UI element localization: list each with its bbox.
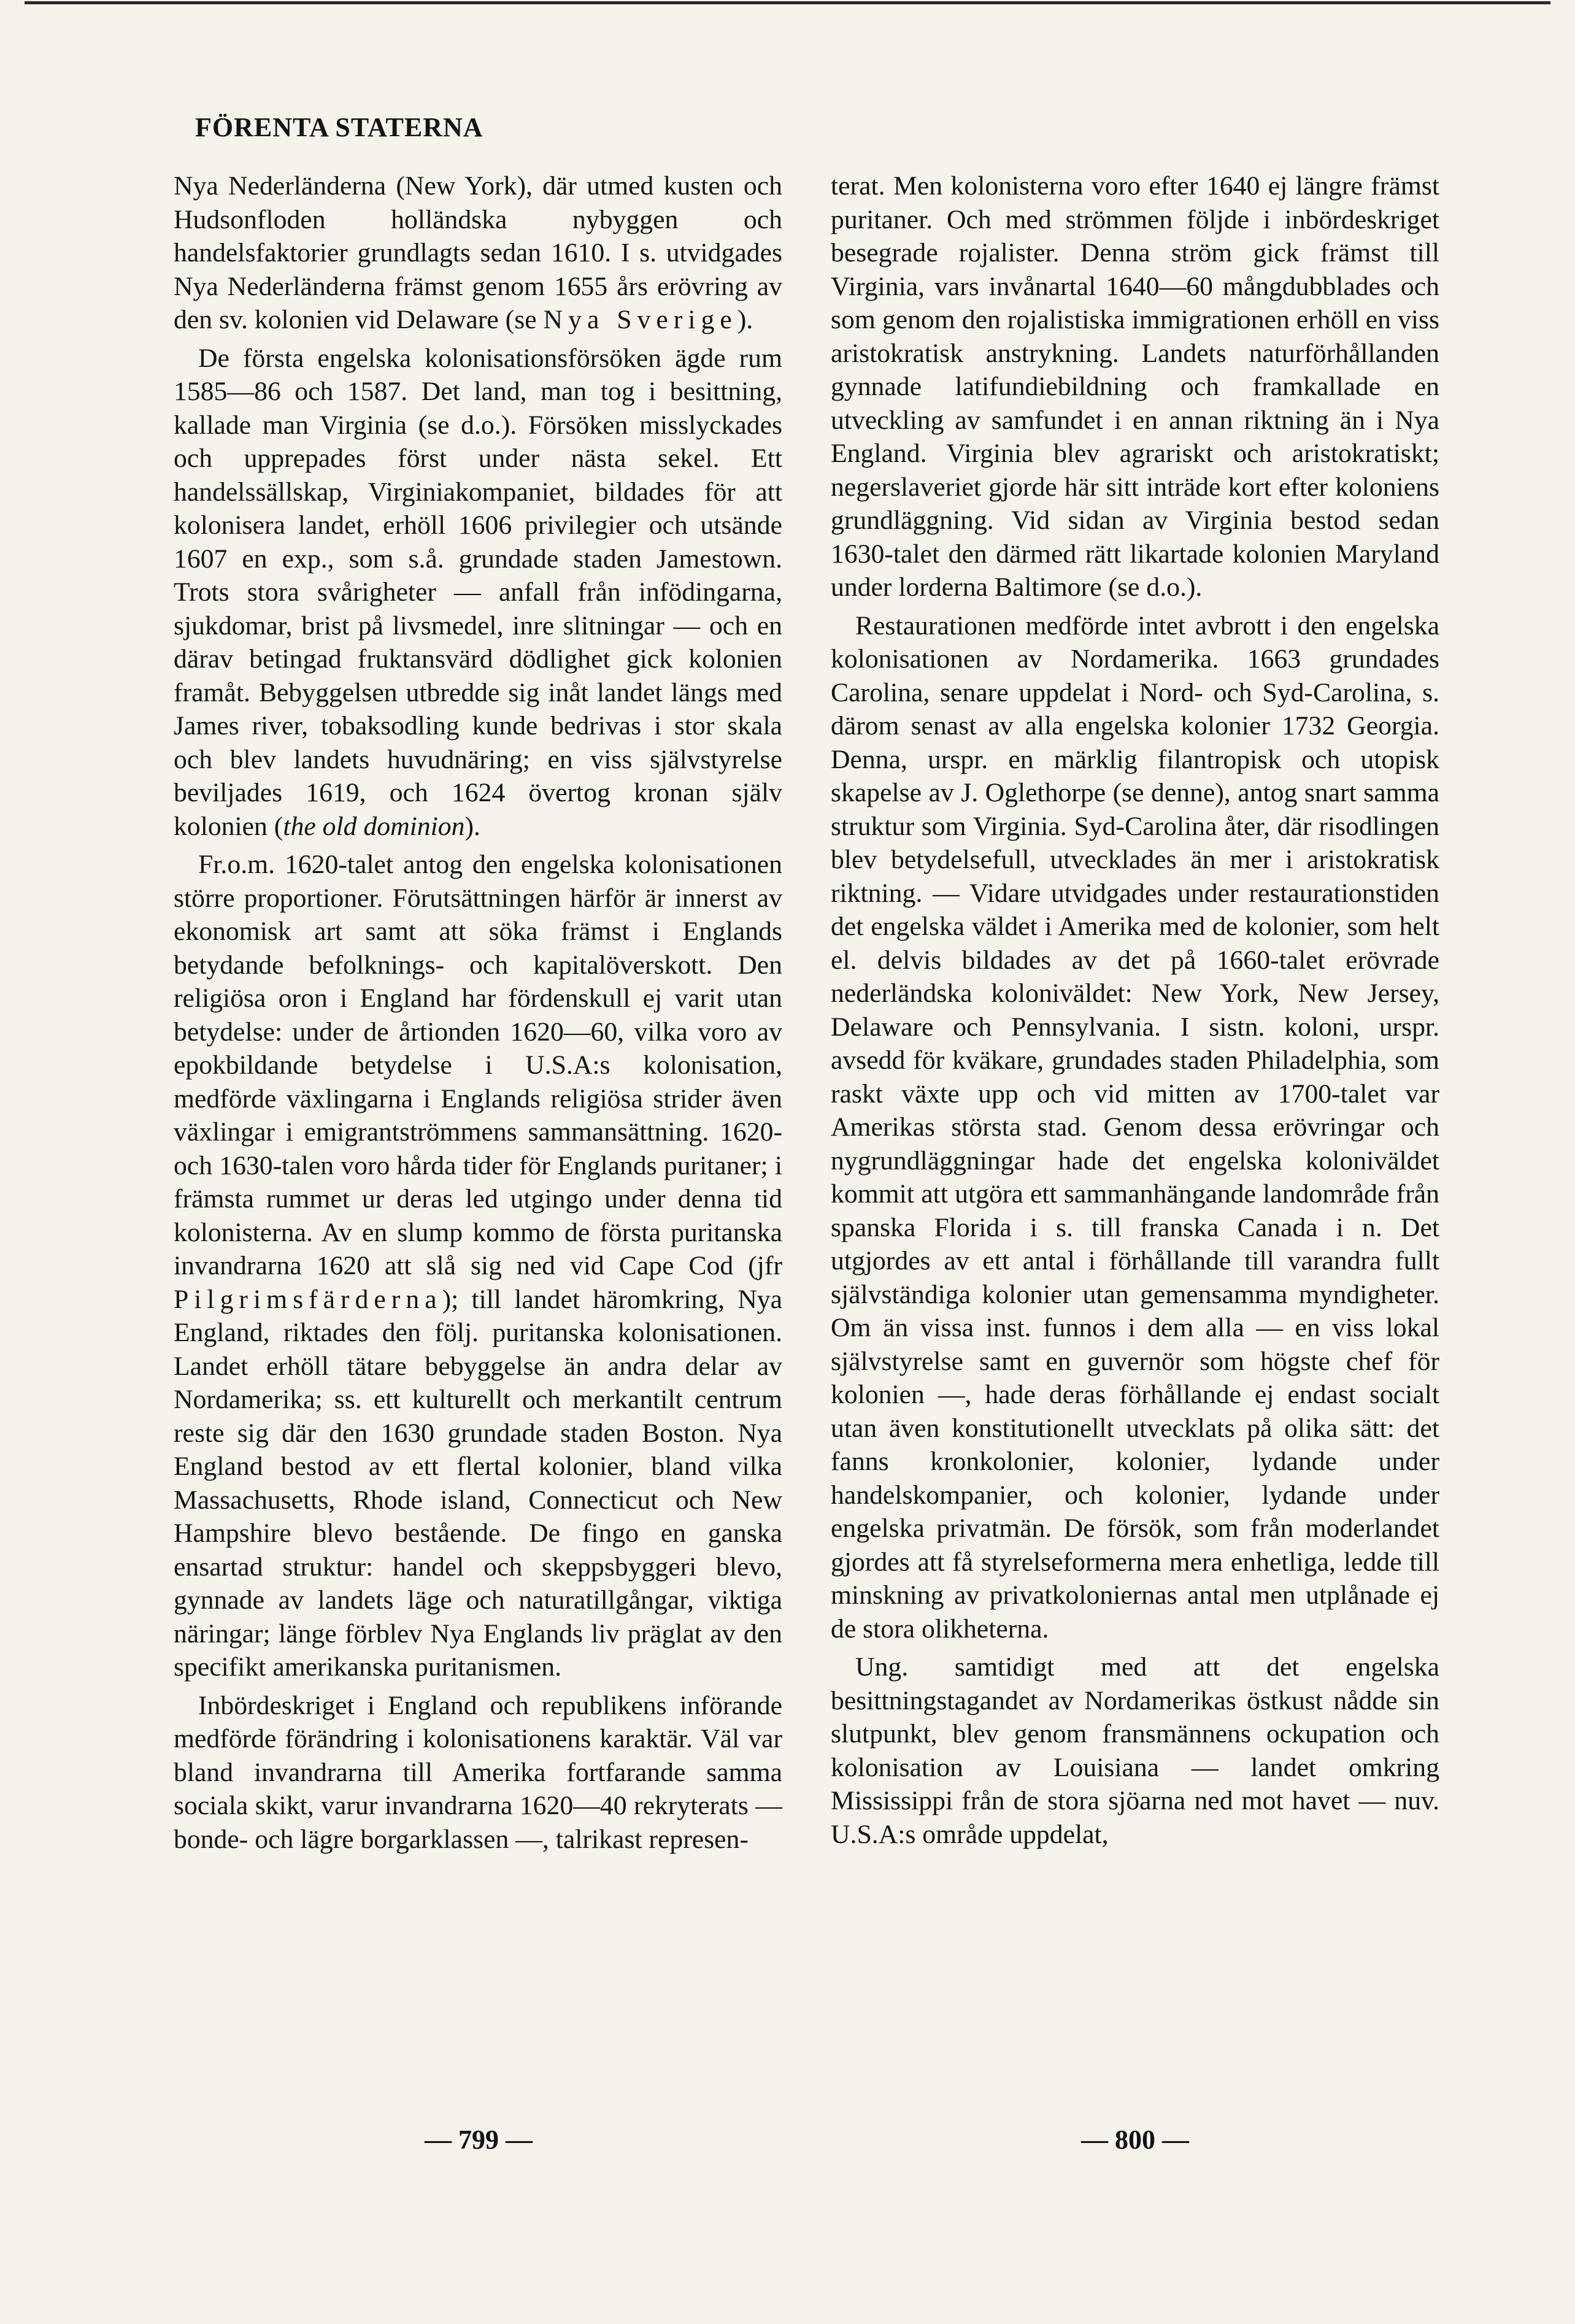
page-number-right: — 800 — [1081, 2125, 1189, 2155]
left-paragraph-2 [174, 342, 782, 844]
page-number-left: — 799 — [425, 2125, 533, 2155]
left-p3-end: ); till landet häromkring, Nya England, riktades den följ. puritanska kolonisationen. Landet erhöll tätare bebyggelse än andra delar av Nordamerika; ss. ett kulturellt och merkantilt centrum reste sig där den 1630 grundade staden Boston. Nya England bestod av ett flertal kolonier, bland vilka Massachusetts, Rhode island, Connecticut och New Hampshire blevo bestående. De fingo en ganska ensartad struktur: handel och skeppsbyggeri blevo, gynnade av landets läge och naturatillgångar, viktiga näringar; länge förblev Nya Englands liv präglat av den specifikt amerikanska puritanismen. [174, 1284, 782, 1682]
left-p2-end: ). [464, 811, 480, 841]
left-p3-crossref: Pilgrimsfärderna [174, 1284, 442, 1314]
right-column [831, 169, 1439, 2080]
right-paragraph-3: Ung. samtidigt med att det engelska besittningstagandet av Nordamerikas östkust nådde sin slutpunkt, blev genom fransmännens ockupation och kolonisation av Louisiana — landet omkring Mississippi från de stora sjöarna ned mot havet — nuv. U.S.A:s område uppdelat, [831, 1652, 1439, 1849]
right-paragraph-1: terat. Men kolonisterna voro efter 1640 ej längre främst puritaner. Och med strömmen följde i inbördeskriget besegrade rojalister. Denna ström gick främst till Virginia, vars invånartal 1640—60 mångdubblades och som genom den rojalistiska immigrationen erhöll en viss aristokratisk anstrykning. Landets naturförhållanden gynnade latifundiebildning och framkallade en utveckling av samfundet i en annan riktning än i Nya England. Virginia blev agrariskt och aristokratiskt; negerslaveriet gjorde här sitt inträde kort efter koloniens grundläggning. Vid sidan av Virginia bestod sedan 1630-talet den därmed rätt likartade kolonien Maryland under lorderna Baltimore (se d.o.). [831, 171, 1439, 602]
left-column [174, 169, 782, 2080]
left-p1-end: ). [737, 305, 753, 334]
left-p2-text: De första engelska kolonisationsförsöken ägde rum 1585—86 och 1587. Det land, man tog i besittning, kallade man Virginia (se d.o.). Försöken misslyckades och upprepades först under nästa sekel. Ett handelssällskap, Virginiakompaniet, bildades för att kolonisera landet, erhöll 1606 privilegier och utsände 1607 en exp., som s.å. grundade staden Jamestown. Trots stora svårigheter — anfall från infödingarna, sjukdomar, brist på livsmedel, inre slitningar — och en därav betingad fruktansvärd dödlighet gick kolonien framåt. Bebyggelsen utbredde sig inåt landet längs med James river, tobaksodling kunde bedrivas i stor skala och blev landets huvudnäring; en viss självstyrelse beviljades 1619, och 1624 övertog kronan själv kolonien ( [174, 343, 782, 841]
left-p2-italic: the old dominion [283, 811, 465, 841]
left-paragraph-1 [174, 169, 782, 337]
left-p1-text: Nya Nederländerna (New York), där utmed kusten och Hudsonfloden holländska nybyggen och handelsfaktorier grundlagts sedan 1610. I s. utvidgades Nya Nederländerna främst genom 1655 års erövring av den sv. kolonien vid Delaware (se [174, 171, 782, 334]
left-paragraph-3 [174, 848, 782, 1684]
left-paragraph-4: Inbördeskriget i England och republikens införande medförde förändring i kolonisationens karaktär. Väl var bland invandrarna till Amerika fortfarande samma sociala skikt, varur invandrarna 1620—40 rekryterats — bonde- och lägre borgarklassen —, talrikast represen- [174, 1690, 782, 1854]
running-title: FÖRENTA STATERNA [195, 112, 483, 142]
left-p3-text: Fr.o.m. 1620-talet antog den engelska kolonisationen större proportioner. Förutsättningen härför är innerst av ekonomisk art samt att söka främst i Englands betydande befolknings- och kapitalöverskott. Den religiösa oron i England har fördenskull ej varit utan betydelse: under de årtionden 1620—60, vilka voro av epokbildande betydelse i U.S.A:s kolonisation, medförde växlingarna i Englands religiösa strider även växlingar i emigrantströmmens sammansättning. 1620- och 1630-talen voro hårda tider för Englands puritaner; i främsta rummet ur deras led utgingo under denna tid kolonisterna. Av en slump kommo de första puritanska invandrarna 1620 att slå sig ned vid Cape Cod (jfr [174, 850, 782, 1280]
top-rule [25, 1, 1550, 4]
left-p1-crossref: Nya Sverige [543, 305, 737, 334]
right-paragraph-2: Restaurationen medförde intet avbrott i den engelska kolonisationen av Nordamerika. 1663 grundades Carolina, senare uppdelat i Nord- och Syd-Carolina, s. därom senast av alla engelska kolonier 1732 Georgia. Denna, urspr. en märklig filantropisk och utopisk skapelse av J. Oglethorpe (se denne), antog snart samma struktur som Virginia. Syd-Carolina åter, där risodlingen blev betydelsefull, utvecklades än mer i aristokratisk riktning. — Vidare utvidgades under restaurationstiden det engelska väldet i Amerika med de kolonier, som helt el. delvis bildades av det på 1660-talet erövrade nederländska koloniväldet: New York, New Jersey, Delaware och Pennsylvania. I sistn. koloni, urspr. avsedd för kväkare, grundades staden Philadelphia, som raskt växte upp och vid mitten av 1700-talet var Amerikas största stad. Genom dessa erövringar och nygrundläggningar hade det engelska koloniväldet kommit att utgöra ett sammanhängande landområde från spanska Florida i s. till franska Canada i n. Det utgjordes av ett antal i förhållande till varandra fullt självständiga kolonier utan gemensamma myndigheter. Om än vissa inst. funnos i dem alla — en viss lokal självstyrelse samt en guvernör som högste chef för kolonien —, hade deras förhållande ej endast socialt utan även konstitutionellt utvecklats på olika sätt: det fanns kronkolonier, kolonier, lydande under handelskompanier, och kolonier, lydande under engelska privatmän. De försök, som från moderlandet gjordes att få styrelseformerna mera enhetliga, ledde till minskning av privatkoloniernas antal men utplånade ej de stora olikheterna. [831, 610, 1439, 1644]
